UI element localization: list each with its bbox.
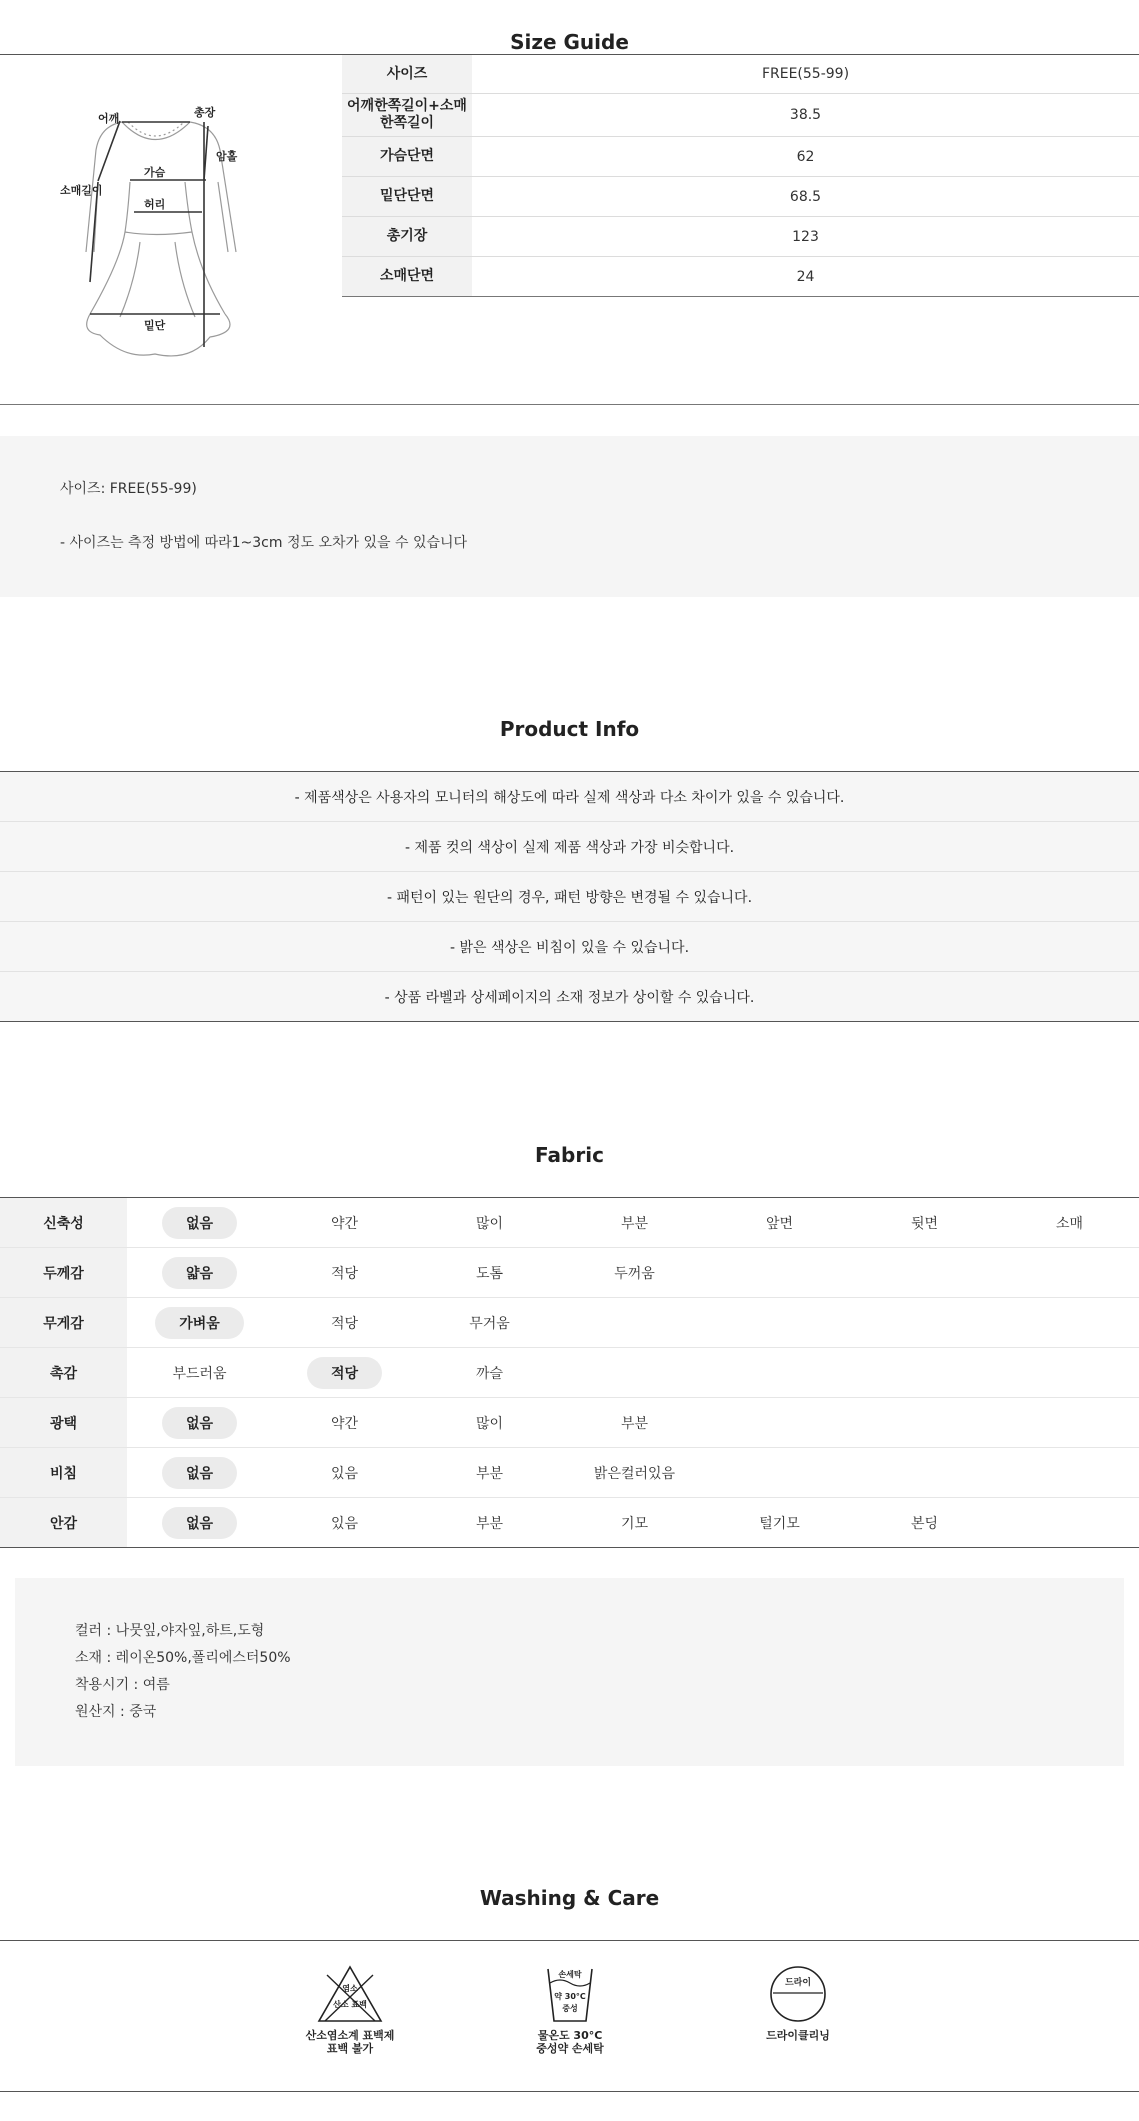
fabric-row (0, 1248, 1139, 1298)
label-chest: 가슴 (144, 166, 166, 179)
hand-wash-symbol-top: 손세탁 (558, 1970, 582, 1979)
fabric-option-label: 없음 (162, 1457, 237, 1489)
fabric-option-label: 털기모 (759, 1515, 800, 1532)
fabric-option-selected (127, 1448, 272, 1497)
label-total-length: 총장 (194, 106, 216, 119)
fabric-option-label: 부드러움 (172, 1365, 227, 1382)
fabric-row (0, 1198, 1139, 1248)
fabric-option (562, 1498, 707, 1547)
fabric-row-label: 안감 (0, 1498, 127, 1547)
size-row (342, 177, 1139, 217)
size-row-value: 38.5 (789, 107, 822, 123)
fabric-option-label: 소매 (1055, 1215, 1084, 1232)
fabric-row-label: 비침 (0, 1448, 127, 1497)
fabric-option-label: 약간 (330, 1415, 359, 1432)
fabric-option-selected (127, 1498, 272, 1547)
fabric-option (272, 1198, 417, 1247)
fabric-option (562, 1398, 707, 1447)
fabric-row (0, 1348, 1139, 1398)
fabric-option-selected (127, 1248, 272, 1297)
fabric-option-label: 무거움 (469, 1315, 510, 1332)
washing-bottom-divider (0, 2091, 1139, 2092)
size-guide-bottom-divider (0, 404, 1139, 405)
size-row-value: 24 (796, 268, 815, 285)
size-row-value: 68.5 (789, 188, 822, 205)
fabric-option (272, 1398, 417, 1447)
size-note-tolerance: - 사이즈는 측정 방법에 따라1~3cm 정도 오차가 있을 수 있습니다 (60, 535, 468, 551)
fabric-option-label: 밝은컬러있음 (593, 1465, 676, 1482)
size-row-value: 62 (796, 148, 815, 165)
size-row (342, 55, 1139, 94)
fabric-option-label: 적당 (330, 1265, 359, 1282)
fabric-option-label: 본딩 (910, 1515, 939, 1532)
fabric-option (272, 1248, 417, 1297)
fabric-option (707, 1198, 852, 1247)
size-row (342, 137, 1139, 177)
fabric-option-label: 많이 (475, 1215, 504, 1232)
size-row-label: 총기장 (342, 217, 472, 256)
fabric-row (0, 1498, 1139, 1548)
dry-clean-caption: 드라이클리닝 (766, 2029, 830, 2042)
fabric-option-label: 기모 (620, 1515, 649, 1532)
fabric-option (852, 1198, 997, 1247)
size-guide-title: Size Guide (510, 30, 629, 54)
fabric-option-label: 적당 (330, 1315, 359, 1332)
fabric-detail-color: 컬러 : 나뭇잎,야자잎,하트,도형 (75, 1623, 265, 1639)
size-row (342, 94, 1139, 137)
label-hem: 밑단 (144, 319, 166, 332)
size-note-size: 사이즈: FREE(55-99) (60, 481, 197, 497)
fabric-option (417, 1248, 562, 1297)
fabric-row-label: 신축성 (0, 1198, 127, 1247)
fabric-option (417, 1398, 562, 1447)
fabric-option-label: 없음 (162, 1207, 237, 1239)
fabric-option-label: 약간 (330, 1215, 359, 1232)
fabric-row (0, 1398, 1139, 1448)
fabric-option (417, 1448, 562, 1497)
size-row-value: FREE(55-99) (761, 66, 850, 82)
fabric-option-label: 얇음 (162, 1257, 237, 1289)
size-row (342, 257, 1139, 297)
product-info-item: - 패턴이 있는 원단의 경우, 패턴 방향은 변경될 수 있습니다. (0, 872, 1139, 922)
fabric-row (0, 1298, 1139, 1348)
hand-wash-icon (540, 1963, 600, 2025)
fabric-option-label: 두꺼움 (614, 1265, 655, 1282)
fabric-option (417, 1498, 562, 1547)
fabric-detail-origin: 원산지 : 중국 (75, 1704, 157, 1720)
fabric-option-label: 부분 (620, 1215, 649, 1232)
fabric-option (272, 1298, 417, 1347)
hand-wash-symbol-bottom: 중성 (562, 2004, 578, 2013)
fabric-option-label: 까슬 (475, 1365, 504, 1382)
fabric-option-label: 있음 (330, 1465, 359, 1482)
fabric-option-label: 부분 (475, 1465, 504, 1482)
fabric-row-label: 촉감 (0, 1348, 127, 1397)
fabric-option-selected (127, 1198, 272, 1247)
fabric-row-label: 광택 (0, 1398, 127, 1447)
fabric-option (707, 1498, 852, 1547)
product-info-item: - 제품색상은 사용자의 모니터의 해상도에 따라 실제 색상과 다소 차이가 있을 수 있습니다. (0, 772, 1139, 822)
fabric-option (852, 1498, 997, 1547)
fabric-option-label: 앞면 (765, 1215, 794, 1232)
fabric-option (562, 1198, 707, 1247)
washing-top-divider (0, 1940, 1139, 1941)
fabric-option (417, 1298, 562, 1347)
size-row-label: 밑단단면 (342, 177, 472, 216)
fabric-option (417, 1198, 562, 1247)
dry-clean-symbol-top: 드라이 (784, 1978, 812, 1988)
label-armhole: 암홀 (216, 150, 238, 163)
size-row-value: 123 (792, 228, 819, 245)
fabric-option (562, 1248, 707, 1297)
fabric-option-label: 많이 (475, 1415, 504, 1432)
fabric-option (562, 1448, 707, 1497)
fabric-row (0, 1448, 1139, 1498)
fabric-option (272, 1448, 417, 1497)
fabric-title: Fabric (535, 1143, 604, 1167)
fabric-details-box (15, 1578, 1124, 1766)
fabric-option-label: 뒷면 (910, 1215, 939, 1232)
fabric-option-selected (272, 1348, 417, 1397)
product-info-title: Product Info (499, 717, 640, 741)
fabric-row-label: 무게감 (0, 1298, 127, 1347)
fabric-detail-material: 소재 : 레이온50%,폴리에스터50% (75, 1650, 291, 1666)
size-row (342, 217, 1139, 257)
fabric-option-selected (127, 1398, 272, 1447)
label-shoulder: 어깨 (98, 112, 120, 125)
product-info-item: - 상품 라벨과 상세페이지의 소재 정보가 상이할 수 있습니다. (0, 972, 1139, 1022)
fabric-detail-season: 착용시기 : 여름 (75, 1677, 170, 1693)
label-waist: 허리 (144, 198, 166, 211)
fabric-option-label: 부분 (620, 1415, 649, 1432)
no-bleach-symbol-bottom: 산소 표백 (333, 2000, 367, 2009)
size-row-label: 어깨한쪽길이+소매 한쪽길이 (342, 94, 472, 136)
hand-wash-symbol-mid: 약 30°C (554, 1992, 586, 2001)
wash-item-hand-wash (490, 1963, 650, 2055)
product-info-item: - 제품 컷의 색상이 실제 제품 색상과 가장 비슷합니다. (0, 822, 1139, 872)
label-sleeve-length: 소매길이 (60, 184, 103, 197)
product-info-item: - 밝은 색상은 비침이 있을 수 있습니다. (0, 922, 1139, 972)
no-bleach-symbol-top: 염소 (342, 1984, 358, 1993)
size-row-label: 소매단면 (342, 257, 472, 296)
no-bleach-icon (315, 1963, 385, 2025)
dry-clean-icon (767, 1963, 829, 2025)
fabric-option-label: 있음 (330, 1515, 359, 1532)
no-bleach-caption: 산소염소계 표백제 표백 불가 (305, 2029, 395, 2055)
size-note-box (0, 436, 1139, 597)
fabric-bottom-divider (0, 1547, 1139, 1548)
fabric-option-label: 가벼움 (155, 1307, 244, 1339)
dress-diagram (50, 92, 280, 372)
fabric-option-label: 없음 (162, 1407, 237, 1439)
size-row-label: 가슴단면 (342, 137, 472, 176)
fabric-option (417, 1348, 562, 1397)
hand-wash-caption: 물온도 30°C 중성약 손세탁 (536, 2029, 604, 2055)
washing-title: Washing & Care (479, 1886, 660, 1910)
fabric-option-label: 부분 (475, 1515, 504, 1532)
fabric-option (997, 1198, 1139, 1247)
fabric-option (272, 1498, 417, 1547)
fabric-option (127, 1348, 272, 1397)
fabric-option-label: 적당 (307, 1357, 382, 1389)
fabric-option-label: 도톰 (475, 1265, 504, 1282)
wash-item-no-bleach (270, 1963, 430, 2055)
fabric-row-label: 두께감 (0, 1248, 127, 1297)
fabric-option-label: 없음 (162, 1507, 237, 1539)
size-row-label: 사이즈 (342, 55, 472, 93)
fabric-option-selected (127, 1298, 272, 1347)
wash-item-dry-clean (718, 1963, 878, 2042)
